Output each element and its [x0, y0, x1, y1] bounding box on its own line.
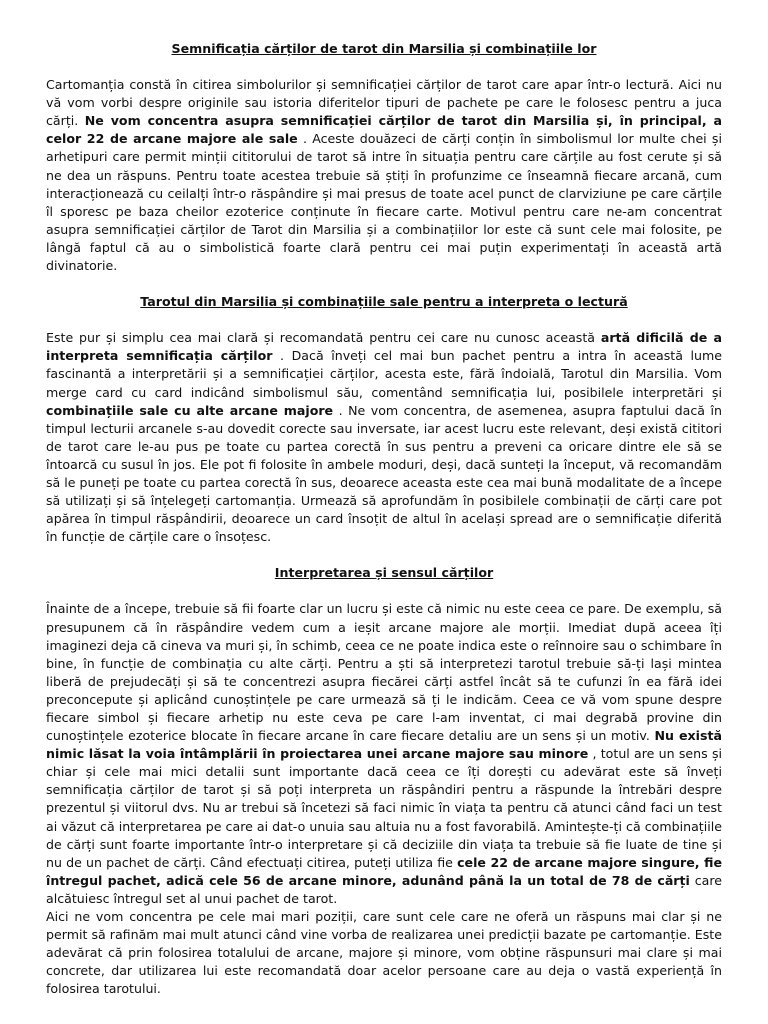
section-heading-interpretation: Interpretarea și sensul cărților: [274, 565, 494, 581]
intro-paragraph: [46, 76, 722, 275]
marseille-paragraph: [46, 329, 722, 546]
marseille-text-3: . Ne vom concentra, de asemenea, asupra faptului dacă în timpul lecturii arcanele s-au dovedit corecte sau inversate, iar acest lucru este relevant, deși există cititori de tarot care le-au pus pe toate cu partea corectă în sus pentru a preveni ca oricare dintre ele să se întoarcă cu susul în jos. Ele pot fi folosite în ambele moduri, deși, dacă sunteți la început, vă recomandăm să le puneți pe toate cu partea corectă în sus, deoarece aceasta este cea mai bună modalitate de a începe să utilizați și să înțelegeți cartomanția. Urmează să aprofundăm în posibilele combinații de cărți care pot apărea în timpul răspândirii, deoarece un card însoțit de altul în același spread are o semnificație diferită în funcție de cărțile care o însoțesc.: [46, 402, 722, 545]
interpretation-bold-2: cele 22 de arcane majore singure, fie întregul pachet, adică cele 56 de arcane minore, adunând până la un total de 78 de cărți: [46, 854, 722, 888]
marseille-text-1: Este pur și simplu cea mai clară și recomandată pentru cei care nu cunosc această: [46, 330, 601, 346]
intro-bold-1: Ne vom concentra asupra semnificației cărților de tarot din Marsilia și, în principal, a celor 22 de arcane majore ale sale: [46, 113, 723, 147]
section-heading-marseille: Tarotul din Marsilia și combinațiile sale pentru a interpreta o lectură: [140, 294, 628, 310]
intro-text-2: . Aceste douăzeci de cărți conțin în simbolismul lor multe chei și arhetipuri care permit minții cititorului de tarot să intre în situația pentru care cărțile au fost cerute și să ne dea un răspuns. Pentru toate acestea trebuie să știți în profunzime ce înseamnă fiecare arcană, cum interacționează cu ceilalți într-o răspândire și mai presus de toate acel punct de clarviziune pe care cărțile îl sporesc pe baza cheilor ezoterice conținute în fiecare carte. Motivul pentru care ne-am concentrat asupra semnificației cărților de Tarot din Marsilia și a combinațiilor lor este că sunt cele mai folosite, pe lângă faptul că au o simbolistică foarte clară pentru cei mai puțin experimentați în această artă divinatorie.: [46, 131, 722, 274]
interpretation-text-1: Înainte de a începe, trebuie să fii foarte clar un lucru și este că nimic nu este ceea ce pare. De exemplu, să presupunem că în răspândire vedem cum a ieșit arcane majore ale morții. Imediat după aceea îți imaginezi deja că cineva va muri și, în schimb, ceea ce ne poate indica este o reînnoire sau o schimbare în bine, în funcție de combinația cu alte cărți. Pentru a ști să interpretezi tarotul trebuie să-ți lași mintea liberă de prejudecăți și să te concentrezi asupra fiecărei cărți astfel încât să te cufunzi în ea fără idei preconcepute și aplicând cunoștințele pe care urmează să ți le indicăm. Ceea ce vă vom spune despre fiecare simbol și fiecare arhetip nu este ceva pe care l-am inventat, ci mai degrabă provine din cunoștințele ezoterice blocate în fiecare arcane în care fiecare detaliu are un sens și un motiv.: [46, 601, 722, 744]
interpretation-bold-1: Nu există nimic lăsat la voia întâmplării în proiectarea unei arcane majore sau minore: [46, 728, 722, 762]
interpretation-text-3: care alcătuiesc întregul set al unui pachet de tarot.: [46, 872, 722, 906]
interpretation-paragraph: [46, 600, 722, 908]
intro-text-1: Cartomanția constă în citirea simbolurilor și semnificației cărților de tarot care apar într-o lectură. Aici nu vă vom vorbi despre originile sau istoria diferitelor tipuri de pachete pe care le folosesc pentru a juca cărți.: [46, 77, 722, 129]
closing-paragraph: Aici ne vom concentra pe cele mai mari poziții, care sunt cele care ne oferă un răspuns mai clar și ne permit să rafinăm mai mult atunci când vine vorba de realizarea unei predicții bazate pe cartomanție. Este adevărat că prin folosirea totalului de arcane, majore și minore, vom obține răspunsuri mai clare și mai concrete, dar utilizarea lui este recomandată doar acelor persoane care au deja o vastă experiență în folosirea tarotului.: [46, 909, 722, 997]
marseille-bold-1: artă dificilă de a interpreta semnificația cărților: [46, 330, 723, 364]
document-page: [46, 40, 722, 999]
interpretation-text-2: , totul are un sens și chiar și cele mai mici detalii sunt importante dacă ceea ce îți dorești cu adevărat este să înveți semnificația cărților de tarot și să poți interpreta un răspândiri pentru a răspunde la întrebări despre prezentul și viitorul dvs. Nu ar trebui să încetezi să faci nimic în viața ta pentru că atunci când faci un test ai văzut că interpretarea pe care ai dat-o unuia sau altuia nu a fost favorabilă. Amintește-ți că combinațiile de cărți sunt foarte importante într-o interpretare și că deciziile din viața ta trebuie să fie luate de tine și nu de un pachet de cărți. Când efectuați citirea, puteți utiliza fie: [46, 746, 723, 870]
document-title: Semnificația cărților de tarot din Marsilia și combinațiile lor: [171, 41, 597, 56]
marseille-text-2: . Dacă înveți cel mai bun pachet pentru a intra în această lume fascinantă a interpretării și a semnificației cărților, acesta este, fără îndoială, Tarotul din Marsilia. Vom merge card cu card indicând simbolismul său, comentând semnificația lui, posibilele interpretări și: [46, 348, 722, 400]
marseille-bold-2: combinațiile sale cu alte arcane majore: [46, 402, 334, 418]
